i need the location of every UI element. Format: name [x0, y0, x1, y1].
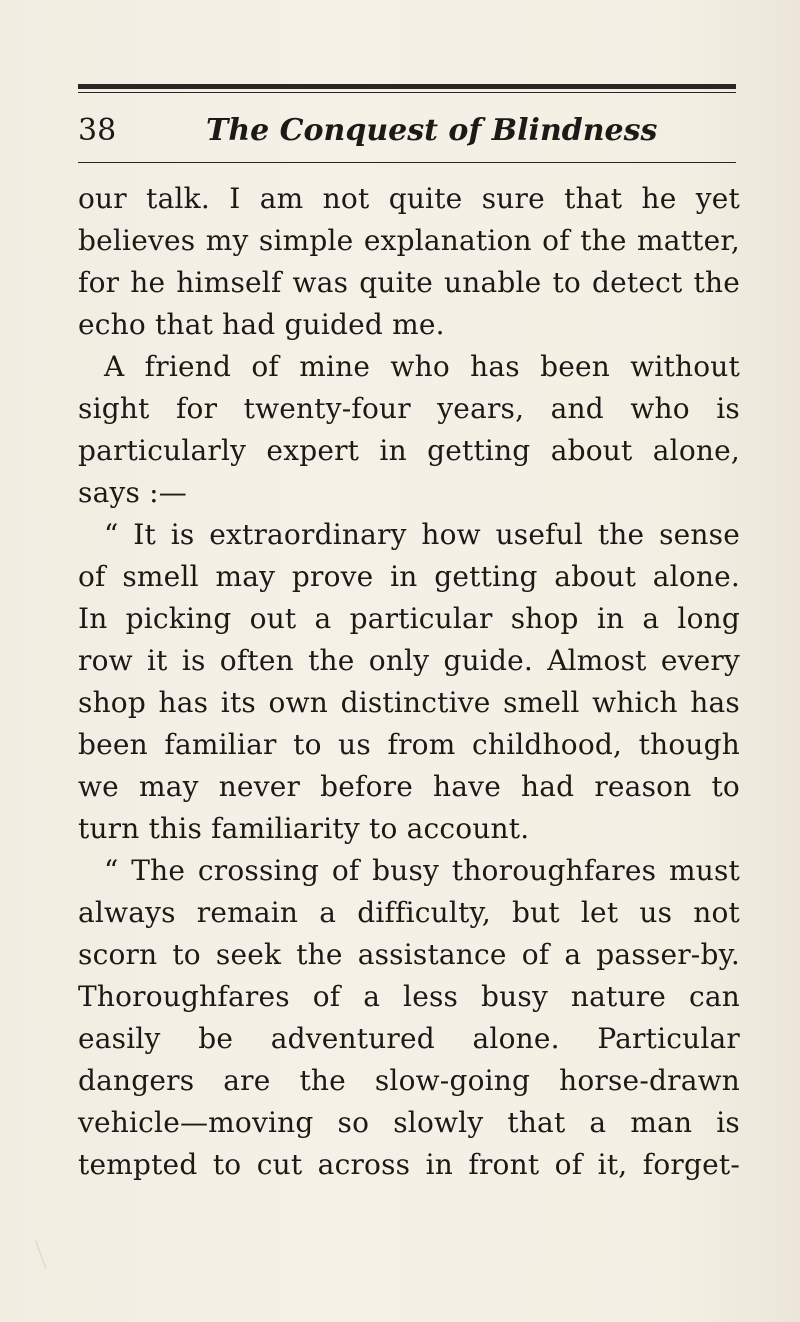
text-line: row it is often the only guide. Almost every: [78, 644, 740, 677]
text-line: Thoroughfares of a less busy nature can: [78, 980, 740, 1013]
paper-mark: [35, 1237, 56, 1269]
text-line: “ It is extraordinary how useful the sense: [104, 518, 740, 551]
header-rule-bottom: [78, 162, 736, 163]
text-line: believes my simple explanation of the matter,: [78, 224, 740, 257]
text-line: sight for twenty-four years, and who is: [78, 392, 740, 425]
text-line: easily be adventured alone. Particular: [78, 1022, 740, 1055]
page-number: 38: [78, 113, 117, 148]
body-text: [78, 178, 740, 1186]
text-line: our talk. I am not quite sure that he yet: [78, 182, 740, 215]
text-line: dangers are the slow-going horse-drawn: [78, 1064, 740, 1097]
text-line: turn this familiarity to account.: [78, 812, 530, 845]
text-line: been familiar to us from childhood, though: [78, 728, 740, 761]
text-line: scorn to seek the assistance of a passer-by.: [78, 938, 740, 971]
text-line: for he himself was quite unable to detect the: [78, 266, 740, 299]
text-line: In picking out a particular shop in a long: [78, 602, 740, 635]
text-line: echo that had guided me.: [78, 308, 445, 341]
text-line: tempted to cut across in front of it, forget-: [78, 1148, 740, 1181]
text-line: shop has its own distinctive smell which has: [78, 686, 740, 719]
header-rule-thick: [78, 84, 736, 89]
text-line: we may never before have had reason to: [78, 770, 740, 803]
running-header: [78, 108, 736, 154]
text-line: “ The crossing of busy thoroughfares must: [104, 854, 740, 887]
text-line: A friend of mine who has been without: [104, 350, 740, 383]
running-title: The Conquest of Blindness: [206, 113, 658, 148]
text-line: of smell may prove in getting about alone.: [78, 560, 740, 593]
header-rule-thin: [78, 92, 736, 93]
text-line: particularly expert in getting about alone,: [78, 434, 740, 467]
text-line: vehicle—moving so slowly that a man is: [78, 1106, 740, 1139]
text-line: says :—: [78, 476, 187, 509]
text-line: always remain a difficulty, but let us not: [78, 896, 740, 929]
